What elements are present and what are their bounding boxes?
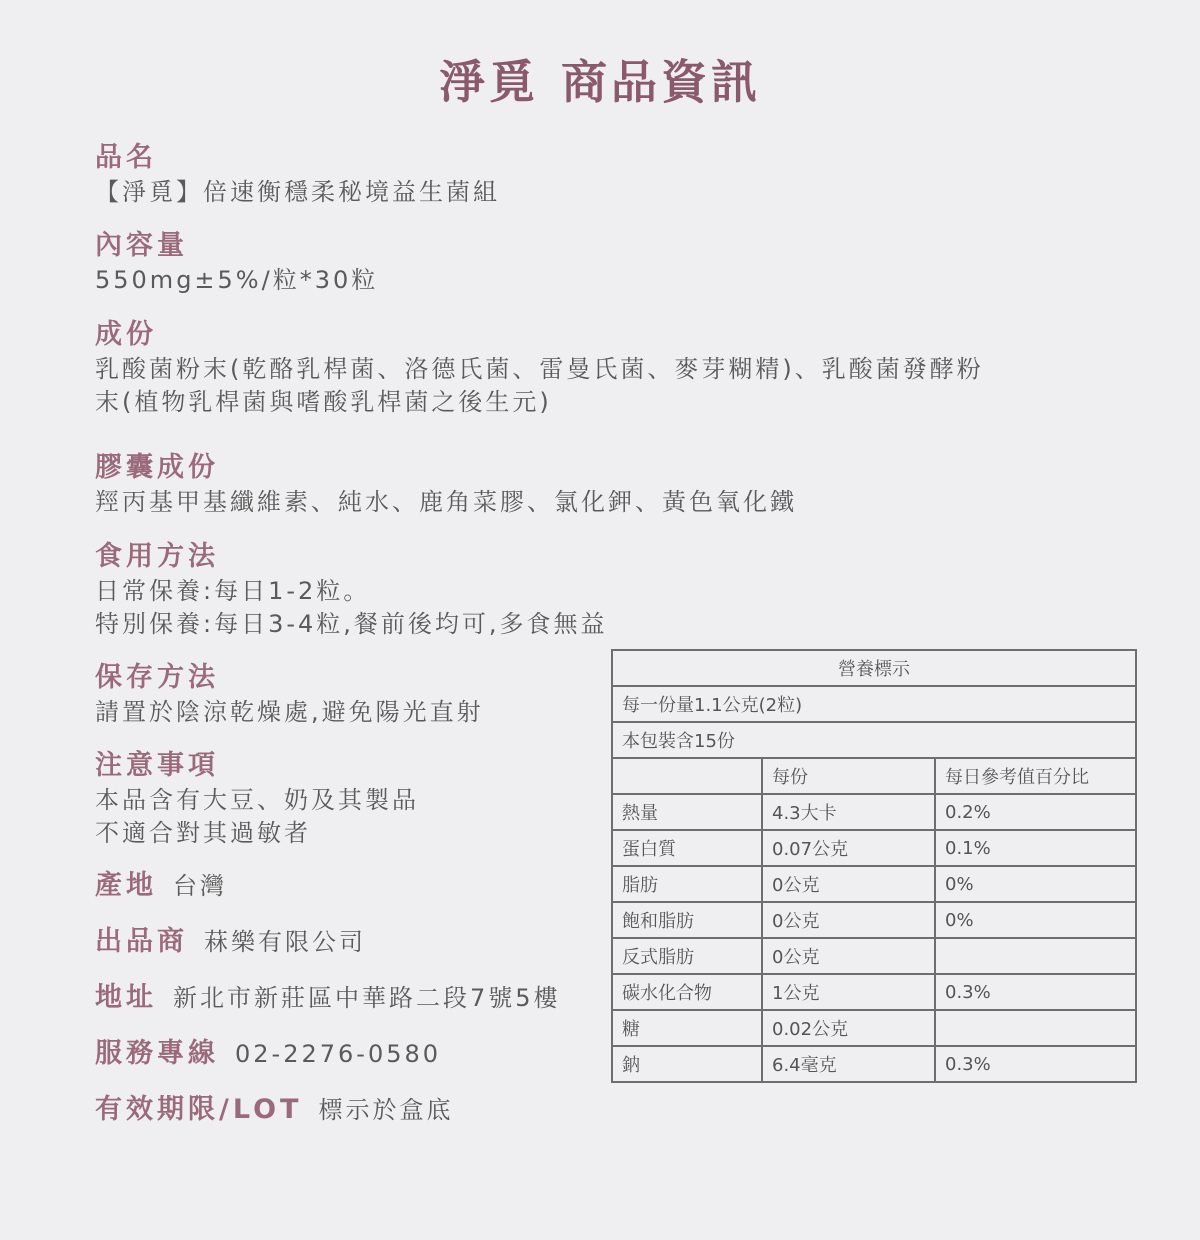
section-content <box>95 228 378 297</box>
capsule-value: 羥丙基甲基纖維素、純水、鹿角菜膠、氯化鉀、黃色氧化鐵 <box>95 488 797 516</box>
title-heading: 商品資訊 <box>561 55 761 109</box>
content-value: 550mg±5%/粒*30粒 <box>95 266 379 294</box>
product-name: 【淨覓】倍速衡穩柔秘境益生菌組 <box>95 178 500 206</box>
table-row <box>612 1046 1136 1082</box>
notice-line-1: 本品含有大豆、奶及其製品 <box>95 786 419 814</box>
servings-per-pack: 本包裝含15份 <box>612 722 1136 758</box>
nutrient-per-serving: 4.3大卡 <box>762 794 935 830</box>
notice-line-2: 不適合對其過敏者 <box>95 819 311 847</box>
table-row <box>612 974 1136 1010</box>
section-label: 地址 <box>95 982 157 1013</box>
nutrient-per-serving: 1公克 <box>762 974 935 1010</box>
nutrient-name: 鈉 <box>612 1046 762 1082</box>
nutrient-daily-pct: 0.1% <box>935 830 1136 866</box>
section-label: 食用方法 <box>95 541 219 572</box>
nutrient-per-serving: 0公克 <box>762 938 935 974</box>
serving-row <box>612 686 1136 722</box>
table-row <box>612 866 1136 902</box>
section-label: 成份 <box>95 319 157 350</box>
service-phone: 02-2276-0580 <box>235 1040 442 1068</box>
table-row <box>612 938 1136 974</box>
nutrition-table <box>611 649 1137 1083</box>
section-notice <box>95 748 419 850</box>
section-origin <box>95 868 227 904</box>
ingredients-line-1: 乳酸菌粉末(乾酪乳桿菌、洛德氏菌、雷曼氏菌、麥芽糊精)、乳酸菌發酵粉 <box>95 355 984 383</box>
servings-per-pack-row <box>612 722 1136 758</box>
table-row <box>612 830 1136 866</box>
nutrient-daily-pct: 0.3% <box>935 974 1136 1010</box>
section-label: 保存方法 <box>95 662 219 693</box>
section-label: 產地 <box>95 870 157 901</box>
serving-size: 每一份量1.1公克(2粒) <box>612 686 1136 722</box>
nutrition-header-row <box>612 758 1136 794</box>
section-storage <box>95 660 484 729</box>
section-service <box>95 1036 441 1072</box>
section-label: 注意事項 <box>95 750 219 781</box>
section-label: 內容量 <box>95 230 188 261</box>
nutrient-name: 熱量 <box>612 794 762 830</box>
section-expiry <box>95 1092 453 1128</box>
nutrient-per-serving: 0.07公克 <box>762 830 935 866</box>
section-name <box>95 140 500 209</box>
nutrient-name: 碳水化合物 <box>612 974 762 1010</box>
nutrition-title: 營養標示 <box>612 650 1136 686</box>
brand-name: 淨覓 <box>439 55 539 109</box>
section-maker <box>95 924 366 960</box>
nutrient-daily-pct: 0.2% <box>935 794 1136 830</box>
header-blank <box>612 758 762 794</box>
storage-value: 請置於陰涼乾燥處,避免陽光直射 <box>95 698 484 726</box>
section-label: 出品商 <box>95 926 188 957</box>
section-label: 服務專線 <box>95 1038 219 1069</box>
page-title <box>0 46 1200 112</box>
nutrient-per-serving: 0.02公克 <box>762 1010 935 1046</box>
nutrient-name: 蛋白質 <box>612 830 762 866</box>
table-row <box>612 1010 1136 1046</box>
nutrient-per-serving: 6.4毫克 <box>762 1046 935 1082</box>
usage-line-1: 日常保養:每日1-2粒。 <box>95 577 371 605</box>
section-address <box>95 980 561 1016</box>
nutrient-daily-pct: 0% <box>935 902 1136 938</box>
header-daily-pct: 每日參考值百分比 <box>935 758 1136 794</box>
maker-value: 菻樂有限公司 <box>204 928 366 956</box>
table-row <box>612 794 1136 830</box>
nutrient-daily-pct: 0.3% <box>935 1046 1136 1082</box>
nutrient-per-serving: 0公克 <box>762 902 935 938</box>
nutrition-title-row <box>612 650 1136 686</box>
nutrient-name: 反式脂肪 <box>612 938 762 974</box>
section-ingredients <box>95 317 984 419</box>
nutrient-per-serving: 0公克 <box>762 866 935 902</box>
origin-value: 台灣 <box>173 872 227 900</box>
nutrient-name: 飽和脂肪 <box>612 902 762 938</box>
nutrient-name: 糖 <box>612 1010 762 1046</box>
header-per-serving: 每份 <box>762 758 935 794</box>
nutrient-daily-pct <box>935 938 1136 974</box>
nutrient-daily-pct: 0% <box>935 866 1136 902</box>
nutrient-name: 脂肪 <box>612 866 762 902</box>
section-label: 有效期限/LOT <box>95 1094 303 1125</box>
section-usage <box>95 539 608 641</box>
usage-line-2: 特別保養:每日3-4粒,餐前後均可,多食無益 <box>95 610 608 638</box>
expiry-value: 標示於盒底 <box>318 1096 454 1124</box>
section-label: 膠囊成份 <box>95 452 219 483</box>
section-label: 品名 <box>95 142 157 173</box>
section-capsule <box>95 450 797 519</box>
address-value: 新北市新莊區中華路二段7號5樓 <box>173 984 561 1012</box>
nutrient-daily-pct <box>935 1010 1136 1046</box>
table-row <box>612 902 1136 938</box>
ingredients-line-2: 末(植物乳桿菌與嗜酸乳桿菌之後生元) <box>95 388 552 416</box>
